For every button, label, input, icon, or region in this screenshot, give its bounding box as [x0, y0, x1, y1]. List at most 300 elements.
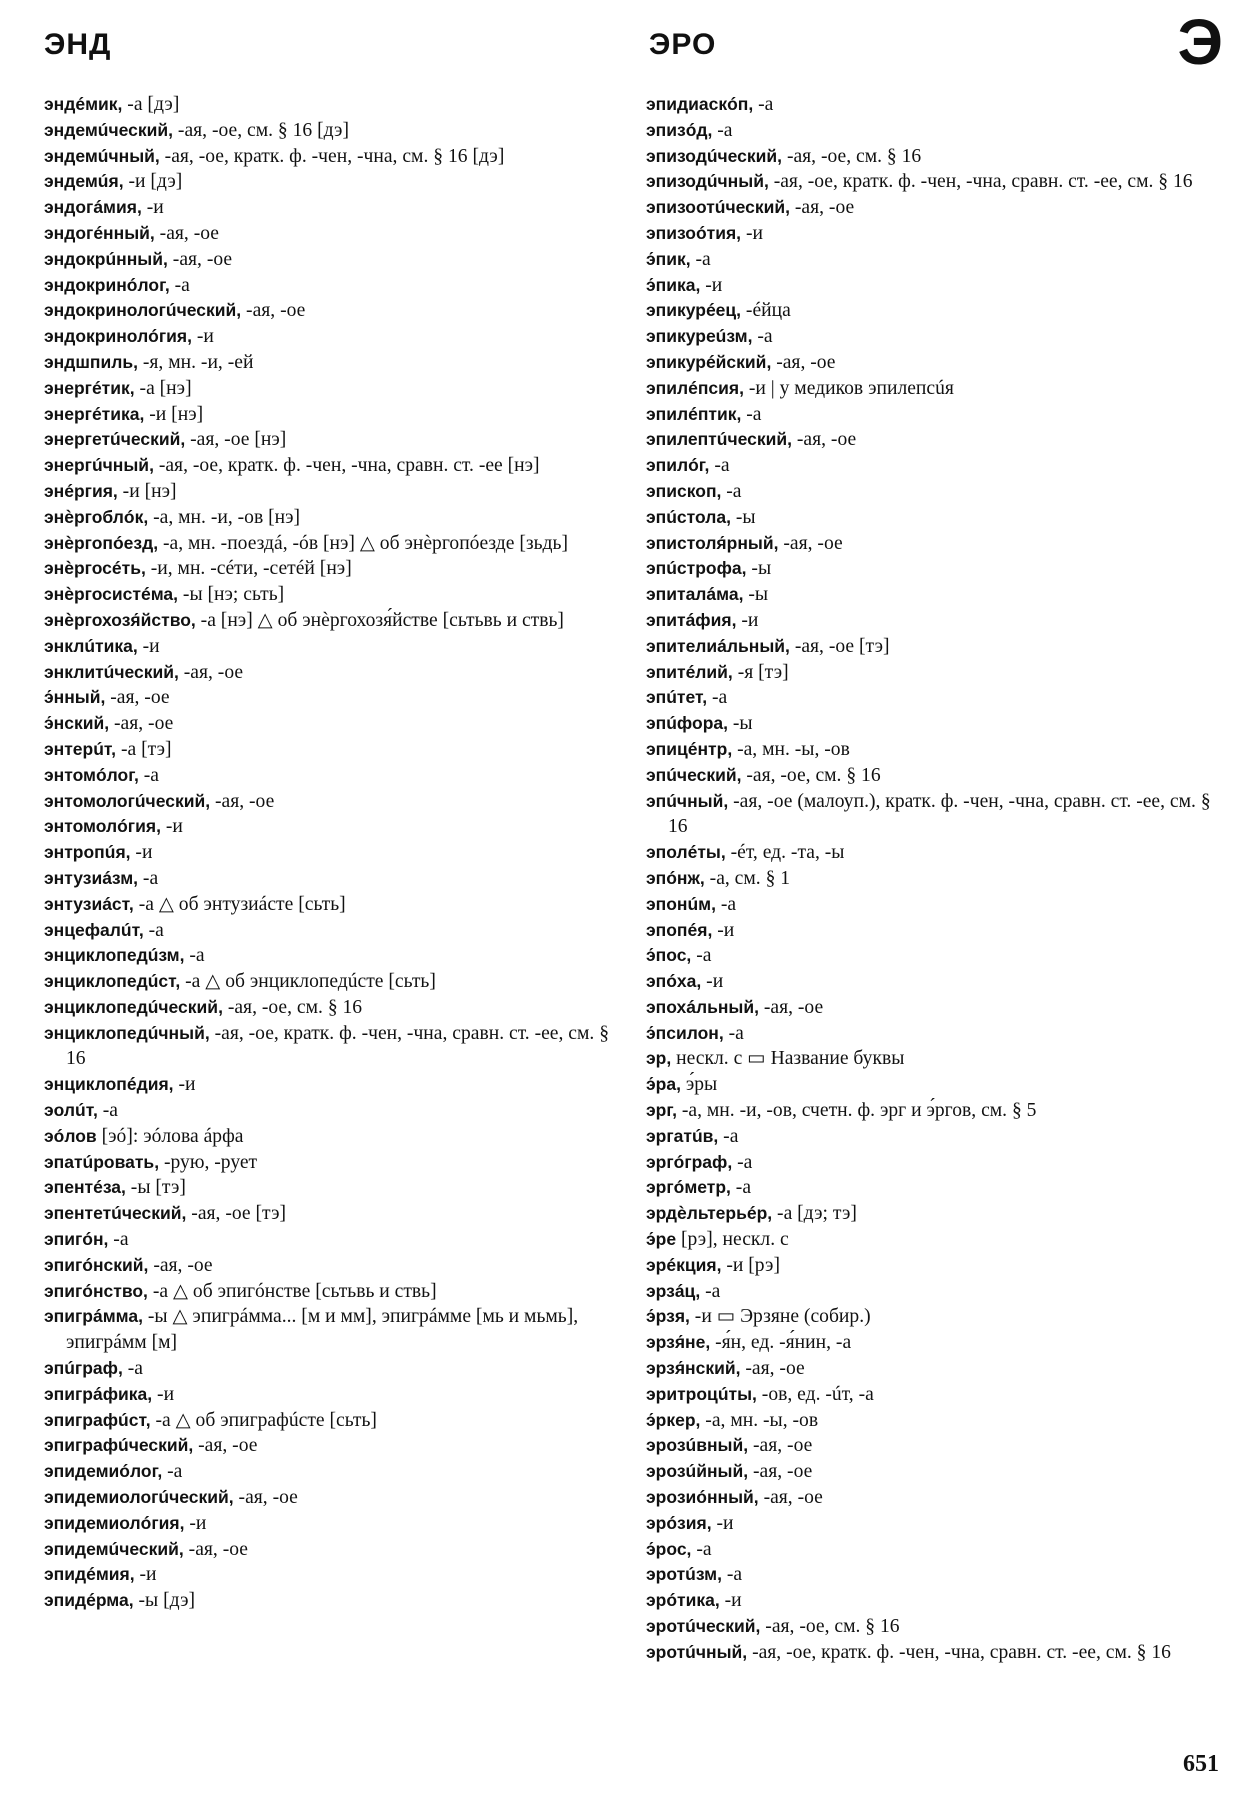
entry-definition: -рую, -рует: [159, 1151, 258, 1173]
entry-definition: -ая, -ое, кратк. ф. -чен, -чна, сравн. ст. -ее, см. § 16: [747, 1641, 1171, 1663]
dictionary-entry: [646, 737, 1218, 763]
entry-headword: эрозúвный,: [646, 1435, 749, 1456]
dictionary-entry: [646, 1640, 1218, 1666]
dictionary-entry: [646, 660, 1218, 686]
dictionary-entry: [646, 1175, 1218, 1201]
entry-definition: -ая, -ое: [778, 532, 843, 554]
dictionary-entry: [646, 556, 1218, 582]
entry-headword: эрзя́не,: [646, 1332, 711, 1353]
entry-definition: -и ▭ Эрзяне (собир.): [689, 1306, 871, 1328]
entry-definition: -ая, -ое: [183, 1538, 248, 1560]
entry-definition: -а: [690, 248, 711, 270]
entry-definition: -а, мн. -ы, -ов: [732, 738, 850, 760]
dictionary-entry: [646, 1279, 1218, 1305]
section-letter: Э: [1177, 6, 1223, 78]
dictionary-entry: [44, 789, 616, 815]
dictionary-entry: [44, 763, 616, 789]
dictionary-entry: [646, 1330, 1218, 1356]
entry-headword: эр,: [646, 1048, 672, 1069]
entry-definition: -а: [721, 1564, 743, 1586]
dictionary-entry: [44, 92, 616, 118]
entry-headword: энéргия,: [44, 480, 118, 501]
entry-definition: -а: [143, 919, 164, 941]
entry-headword: эпиграфúст,: [44, 1409, 151, 1430]
dictionary-entry: [646, 273, 1218, 299]
dictionary-entry: [44, 1253, 616, 1279]
dictionary-entry: [44, 969, 616, 995]
dictionary-entry: [44, 943, 616, 969]
entry-definition: -а: [184, 945, 205, 967]
entry-definition: -и: [192, 326, 214, 348]
entry-headword: эротúческий,: [646, 1616, 761, 1637]
entry-headword: эрóтика,: [646, 1590, 720, 1611]
entry-definition: -и: [736, 609, 759, 631]
entry-definition: -ая, -ое: [771, 351, 836, 373]
entry-definition: -ая, -ое: [748, 1435, 813, 1457]
entry-headword: эндокринологúческий,: [44, 300, 242, 321]
dictionary-entry: [44, 814, 616, 840]
entry-definition: -ая, -ое: [178, 661, 244, 683]
entry-headword: эпидемиóлог,: [44, 1461, 163, 1482]
entry-definition: -ая, -ое, см. § 16: [782, 145, 922, 167]
entry-definition: -а: [712, 119, 733, 141]
entry-headword: эндокринóлог,: [44, 274, 170, 295]
dictionary-entry: [646, 866, 1218, 892]
entry-definition: -а △ об эпиграфúсте [сьть]: [150, 1409, 377, 1431]
entry-headword: энтомолóгия,: [44, 816, 161, 837]
entry-headword: энциклопедúст,: [44, 971, 181, 992]
entry-definition: -а [нэ] △ об энѐргохозя́йстве [сьтьвь и ствь]: [195, 609, 564, 631]
dictionary-entry: [44, 1072, 616, 1098]
dictionary-entry: [646, 1124, 1218, 1150]
dictionary-entry: [646, 1021, 1218, 1047]
dictionary-entry: [646, 350, 1218, 376]
entry-definition: -ая, -ое [тэ]: [186, 1203, 287, 1225]
entry-headword: эпонúм,: [646, 893, 716, 914]
entry-headword: э́псилон,: [646, 1022, 724, 1043]
dictionary-entry: [44, 144, 616, 170]
entry-definition: -и: [719, 1590, 742, 1612]
entry-headword: энклúтика,: [44, 635, 138, 656]
dictionary-entry: [44, 402, 616, 428]
dictionary-entry: [44, 1562, 616, 1588]
entry-definition: [эó]: эóлова áрфа: [96, 1125, 244, 1147]
dictionary-entry: [646, 608, 1218, 634]
entry-headword: эпигрáмма,: [44, 1306, 143, 1327]
entry-definition: -а: [691, 945, 712, 967]
dictionary-entry: [44, 1433, 616, 1459]
entry-headword: э́нный,: [44, 687, 106, 708]
entry-headword: эпúграф,: [44, 1358, 123, 1379]
dictionary-entry: [44, 1408, 616, 1434]
entry-definition: -ая, -ое: [148, 1254, 213, 1276]
entry-headword: энѐргосéть,: [44, 558, 146, 579]
dictionary-entry: [44, 427, 616, 453]
entry-headword: эпиграфúческий,: [44, 1435, 194, 1456]
dictionary-entry: [646, 763, 1218, 789]
dictionary-entry: [646, 1227, 1218, 1253]
entry-headword: энѐргоблóк,: [44, 506, 149, 527]
entry-headword: эпигрáфика,: [44, 1383, 153, 1404]
entry-definition: -и: [711, 1512, 734, 1534]
entry-definition: -и: [712, 919, 735, 941]
entry-definition: -а △ об эпигóнстве [сьтьвь и ствь]: [147, 1280, 437, 1302]
entry-headword: э́ркер,: [646, 1409, 701, 1430]
entry-headword: эпентетúческий,: [44, 1203, 187, 1224]
entry-headword: эпúческий,: [646, 764, 742, 785]
dictionary-entry: [44, 169, 616, 195]
entry-headword: эпизоóтия,: [646, 222, 742, 243]
dictionary-entry: [646, 376, 1218, 402]
entry-definition: -ы △ эпигрáмма... [м и мм], эпигрáмме [мь и мьмь], эпигрáмм [м]: [66, 1306, 579, 1354]
dictionary-entry: [646, 1150, 1218, 1176]
dictionary-entry: [44, 711, 616, 737]
dictionary-entry: [646, 892, 1218, 918]
dictionary-entry: [646, 1072, 1218, 1098]
dictionary-entry: [646, 118, 1218, 144]
entry-headword: эпохáльный,: [646, 996, 759, 1017]
entry-definition: -ая, -ое: [758, 1487, 823, 1509]
dictionary-entry: [646, 789, 1218, 841]
entry-headword: эпúстола,: [646, 506, 731, 527]
dictionary-entry: [646, 427, 1218, 453]
entry-definition: -ы: [743, 584, 769, 606]
entry-headword: эпикурéец,: [646, 300, 742, 321]
dictionary-entry: [646, 479, 1218, 505]
dictionary-entry: [44, 1279, 616, 1305]
entry-definition: -и: [741, 222, 763, 244]
dictionary-entry: [646, 324, 1218, 350]
entry-headword: эрзáц,: [646, 1280, 701, 1301]
dictionary-entry: [44, 376, 616, 402]
entry-headword: энергéтик,: [44, 377, 135, 398]
entry-headword: энциклопéдия,: [44, 1074, 174, 1095]
entry-headword: эргатúв,: [646, 1125, 719, 1146]
dictionary-entry: [44, 1511, 616, 1537]
entry-headword: эпилóг,: [646, 455, 710, 476]
running-head-right: ЭРО: [649, 28, 717, 61]
dictionary-entry: [44, 556, 616, 582]
entry-headword: эпигóнский,: [44, 1254, 149, 1275]
entry-definition: -ая, -ое: [105, 687, 170, 709]
dictionary-entry: [44, 634, 616, 660]
entry-definition: -и | у медиков эпилепсúя: [743, 377, 954, 399]
entry-definition: -ая, -ое [нэ]: [185, 429, 287, 451]
entry-definition: -ая, -ое: [109, 713, 174, 735]
entry-headword: э́рзя,: [646, 1306, 690, 1327]
entry-headword: эпилéптик,: [646, 403, 742, 424]
entry-definition: -а [тэ]: [116, 738, 172, 760]
entry-definition: [рэ], нескл. с: [676, 1229, 789, 1251]
dictionary-entry: [44, 840, 616, 866]
entry-headword: эпицéнтр,: [646, 738, 733, 759]
entry-definition: -ов, ед. -úт, -а: [756, 1383, 874, 1405]
dictionary-entry: [646, 1356, 1218, 1382]
dictionary-entry: [646, 1433, 1218, 1459]
entry-definition: -ая, -ое (малоуп.), кратк. ф. -чен, -чна, сравн. ст. -ее, см. § 16: [668, 790, 1211, 838]
entry-headword: эпителиáльный,: [646, 635, 790, 656]
entry-definition: -ы [нэ; сьть]: [178, 584, 285, 606]
entry-definition: -éйца: [741, 300, 791, 322]
entry-headword: эндокринолóгия,: [44, 326, 192, 347]
dictionary-entry: [646, 1098, 1218, 1124]
entry-headword: э́ре: [646, 1229, 677, 1250]
entry-headword: эндемúчный,: [44, 145, 160, 166]
entry-headword: эндогéнный,: [44, 222, 155, 243]
dictionary-entry: [646, 453, 1218, 479]
entry-definition: -а, мн. -ы, -ов: [700, 1409, 819, 1431]
entry-definition: -ая, -ое, кратк. ф. -чен, -чна, см. § 16 [дэ]: [159, 145, 505, 167]
entry-headword: э́пос,: [646, 945, 692, 966]
entry-headword: э́нский,: [44, 713, 110, 734]
entry-headword: эпúфора,: [646, 713, 728, 734]
entry-headword: энтомóлог,: [44, 764, 139, 785]
entry-definition: -и: [137, 635, 160, 657]
page-number: 651: [1183, 1751, 1219, 1777]
dictionary-entry: [646, 634, 1218, 660]
entry-headword: эпатúровать,: [44, 1151, 160, 1172]
entry-headword: энциклопедúческий,: [44, 996, 223, 1017]
entry-definition: -а: [721, 480, 742, 502]
entry-headword: эпóнж,: [646, 867, 705, 888]
entry-headword: эпизодúчный,: [646, 171, 769, 192]
entry-definition: -ы: [727, 713, 753, 735]
dictionary-entry: [646, 298, 1218, 324]
entry-headword: эндемúя,: [44, 171, 124, 192]
entry-definition: -и: [173, 1074, 196, 1096]
entry-headword: эóлов: [44, 1125, 97, 1146]
dictionary-entry: [44, 1485, 616, 1511]
entry-definition: -ая, -ое: [790, 197, 855, 219]
entry-headword: эпидéмия,: [44, 1564, 135, 1585]
entry-definition: -и: [160, 816, 183, 838]
entry-headword: эрдѐльтерьéр,: [646, 1203, 773, 1224]
dictionary-entry: [44, 453, 616, 479]
dictionary-entry: [646, 1588, 1218, 1614]
entry-definition: -а: [138, 764, 159, 786]
dictionary-entry: [44, 505, 616, 531]
entry-headword: эрозúйный,: [646, 1461, 749, 1482]
entry-definition: -а: [718, 1125, 739, 1147]
entry-headword: энтерúт,: [44, 738, 117, 759]
entry-definition: -и: [701, 971, 724, 993]
entry-headword: энергúчный,: [44, 455, 154, 476]
entry-definition: -а, мн. -и, -ов [нэ]: [148, 506, 301, 528]
entry-definition: -а △ об энциклопедúсте [сьть]: [180, 971, 436, 993]
entry-definition: -ая, -ое: [193, 1435, 258, 1457]
dictionary-entry: [646, 943, 1218, 969]
entry-headword: энергетúческий,: [44, 429, 186, 450]
dictionary-entry: [646, 1046, 1218, 1072]
dictionary-entry: [646, 1304, 1218, 1330]
entry-headword: эрозиóнный,: [646, 1487, 759, 1508]
dictionary-entry: [646, 1459, 1218, 1485]
dictionary-entry: [44, 866, 616, 892]
dictionary-entry: [646, 1408, 1218, 1434]
entry-headword: эпидéрма,: [44, 1590, 134, 1611]
entry-headword: эротúчный,: [646, 1641, 748, 1662]
entry-definition: -ы: [730, 506, 756, 528]
left-column: [44, 92, 616, 1614]
entry-headword: эпóха,: [646, 971, 702, 992]
entry-definition: -а, мн. -и, -ов, счетн. ф. эрг и э́ргов, см. § 5: [676, 1100, 1037, 1122]
entry-headword: эндшпиль,: [44, 351, 138, 372]
dictionary-entry: [44, 1356, 616, 1382]
entry-headword: эндемúческий,: [44, 119, 174, 140]
entry-definition: -а: [108, 1229, 129, 1251]
entry-headword: эолúт,: [44, 1100, 98, 1121]
entry-headword: эпентéза,: [44, 1177, 126, 1198]
entry-definition: -и [дэ]: [123, 171, 183, 193]
entry-definition: -ая, -ое: [210, 790, 275, 812]
entry-headword: эпúтет,: [646, 687, 708, 708]
entry-definition: -а: [122, 1358, 143, 1380]
dictionary-entry: [646, 144, 1218, 170]
entry-headword: энциклопедúчный,: [44, 1022, 210, 1043]
dictionary-entry: [646, 969, 1218, 995]
entry-headword: э́рос,: [646, 1538, 692, 1559]
dictionary-entry: [44, 1175, 616, 1201]
right-column: [646, 92, 1218, 1666]
entry-definition: -а: [707, 687, 728, 709]
entry-headword: эпúстрофа,: [646, 558, 747, 579]
entry-definition: -ая, -ое: [740, 1358, 805, 1380]
entry-definition: -ая, -ое: [154, 222, 219, 244]
entry-definition: -и, мн. -сéти, -сетéй [нэ]: [145, 558, 352, 580]
dictionary-entry: [44, 1304, 616, 1356]
entry-headword: эпизодúческий,: [646, 145, 783, 166]
entry-definition: -а: [700, 1280, 721, 1302]
entry-definition: -а: [732, 1151, 753, 1173]
entry-headword: эпизóд,: [646, 119, 713, 140]
dictionary-entry: [44, 1537, 616, 1563]
dictionary-entry: [646, 582, 1218, 608]
dictionary-entry: [646, 531, 1218, 557]
entry-definition: -и: [184, 1512, 207, 1534]
dictionary-entry: [44, 1588, 616, 1614]
dictionary-entry: [44, 1098, 616, 1124]
entry-headword: эпиталáма,: [646, 584, 744, 605]
entry-definition: -а: [723, 1022, 744, 1044]
entry-definition: -и [нэ]: [144, 403, 204, 425]
entry-definition: -ая, -ое: [791, 429, 857, 451]
dictionary-entry: [44, 195, 616, 221]
entry-definition: -ая, -ое, см. § 16 [дэ]: [173, 119, 349, 141]
dictionary-entry: [44, 479, 616, 505]
dictionary-entry: [646, 221, 1218, 247]
entry-headword: эпидемúческий,: [44, 1538, 184, 1559]
dictionary-entry: [44, 221, 616, 247]
entry-definition: -а [нэ]: [134, 377, 192, 399]
entry-headword: эпикурéйский,: [646, 351, 772, 372]
dictionary-entry: [44, 608, 616, 634]
dictionary-entry: [646, 92, 1218, 118]
dictionary-entry: [44, 1382, 616, 1408]
entry-definition: -а △ об энтузиáсте [сьть]: [133, 893, 346, 915]
dictionary-entry: [646, 840, 1218, 866]
entry-headword: эпидемиологúческий,: [44, 1487, 234, 1508]
entry-definition: -а: [97, 1100, 118, 1122]
entry-definition: -а [дэ]: [122, 94, 180, 115]
entry-headword: эпигóн,: [44, 1229, 109, 1250]
entry-headword: энѐргопóезд,: [44, 532, 159, 553]
entry-definition: -я [тэ]: [732, 661, 789, 683]
entry-headword: эргóграф,: [646, 1151, 733, 1172]
dictionary-entry: [646, 711, 1218, 737]
dictionary-entry: [44, 1459, 616, 1485]
dictionary-entry: [44, 582, 616, 608]
dictionary-entry: [44, 531, 616, 557]
entry-definition: -а, мн. -поездá, -óв [нэ] △ об энѐргопóезде [зьдь]: [158, 532, 568, 554]
entry-headword: эритроцúты,: [646, 1383, 757, 1404]
entry-definition: -и: [130, 842, 153, 864]
dictionary-entry: [646, 1253, 1218, 1279]
entry-headword: энтропúя,: [44, 842, 131, 863]
entry-headword: энклитúческий,: [44, 661, 179, 682]
dictionary-entry: [646, 1537, 1218, 1563]
entry-headword: эпитéлий,: [646, 661, 733, 682]
entry-headword: эндéмик,: [44, 94, 123, 114]
dictionary-entry: [646, 505, 1218, 531]
entry-definition: -и [рэ]: [721, 1254, 780, 1276]
entry-headword: эргóметр,: [646, 1177, 731, 1198]
entry-headword: эпизоотúческий,: [646, 197, 790, 218]
entry-headword: эпилептúческий,: [646, 429, 792, 450]
entry-definition: -а: [753, 94, 774, 115]
dictionary-entry: [44, 1150, 616, 1176]
dictionary-entry: [44, 298, 616, 324]
entry-definition: нескл. с ▭ Название буквы: [671, 1048, 905, 1070]
dictionary-entry: [44, 737, 616, 763]
dictionary-entry: [646, 685, 1218, 711]
entry-definition: -а [дэ; тэ]: [772, 1203, 857, 1225]
entry-definition: -я́н, ед. -я́нин, -а: [710, 1332, 852, 1354]
dictionary-entry: [646, 1201, 1218, 1227]
dictionary-entry: [646, 1485, 1218, 1511]
entry-definition: -ая, -ое: [167, 248, 233, 270]
entry-headword: эпитáфия,: [646, 609, 737, 630]
entry-headword: эпикуреúзм,: [646, 326, 753, 347]
dictionary-entry: [44, 350, 616, 376]
entry-definition: -а: [138, 867, 159, 889]
dictionary-entry: [44, 660, 616, 686]
dictionary-entry: [646, 1382, 1218, 1408]
entry-headword: эндокрúнный,: [44, 248, 168, 269]
entry-headword: эрéкция,: [646, 1254, 722, 1275]
entry-definition: -а, см. § 1: [704, 867, 791, 889]
entry-definition: -ая, -ое, кратк. ф. -чен, -чна, сравн. ст. -ее [нэ]: [153, 455, 540, 477]
entry-headword: эпопéя,: [646, 919, 713, 940]
entry-definition: -а: [691, 1538, 712, 1560]
entry-headword: эпистоля́рный,: [646, 532, 779, 553]
entry-headword: эротúзм,: [646, 1564, 722, 1585]
entry-headword: э́ра,: [646, 1074, 681, 1095]
entry-definition: -а: [709, 455, 730, 477]
dictionary-entry: [44, 892, 616, 918]
dictionary-entry: [44, 324, 616, 350]
dictionary-entry: [44, 1124, 616, 1150]
page-header: [44, 6, 1223, 82]
entry-definition: -и: [152, 1383, 175, 1405]
entry-definition: -éт, ед. -та, -ы: [725, 842, 845, 864]
entry-definition: -а: [169, 274, 190, 296]
entry-headword: э́пик,: [646, 248, 691, 269]
dictionary-entry: [646, 169, 1218, 195]
entry-definition: -ы: [746, 558, 772, 580]
entry-headword: эпидемиолóгия,: [44, 1512, 185, 1533]
entry-definition: -ая, -ое, см. § 16: [741, 764, 881, 786]
entry-headword: энциклопедúзм,: [44, 945, 185, 966]
